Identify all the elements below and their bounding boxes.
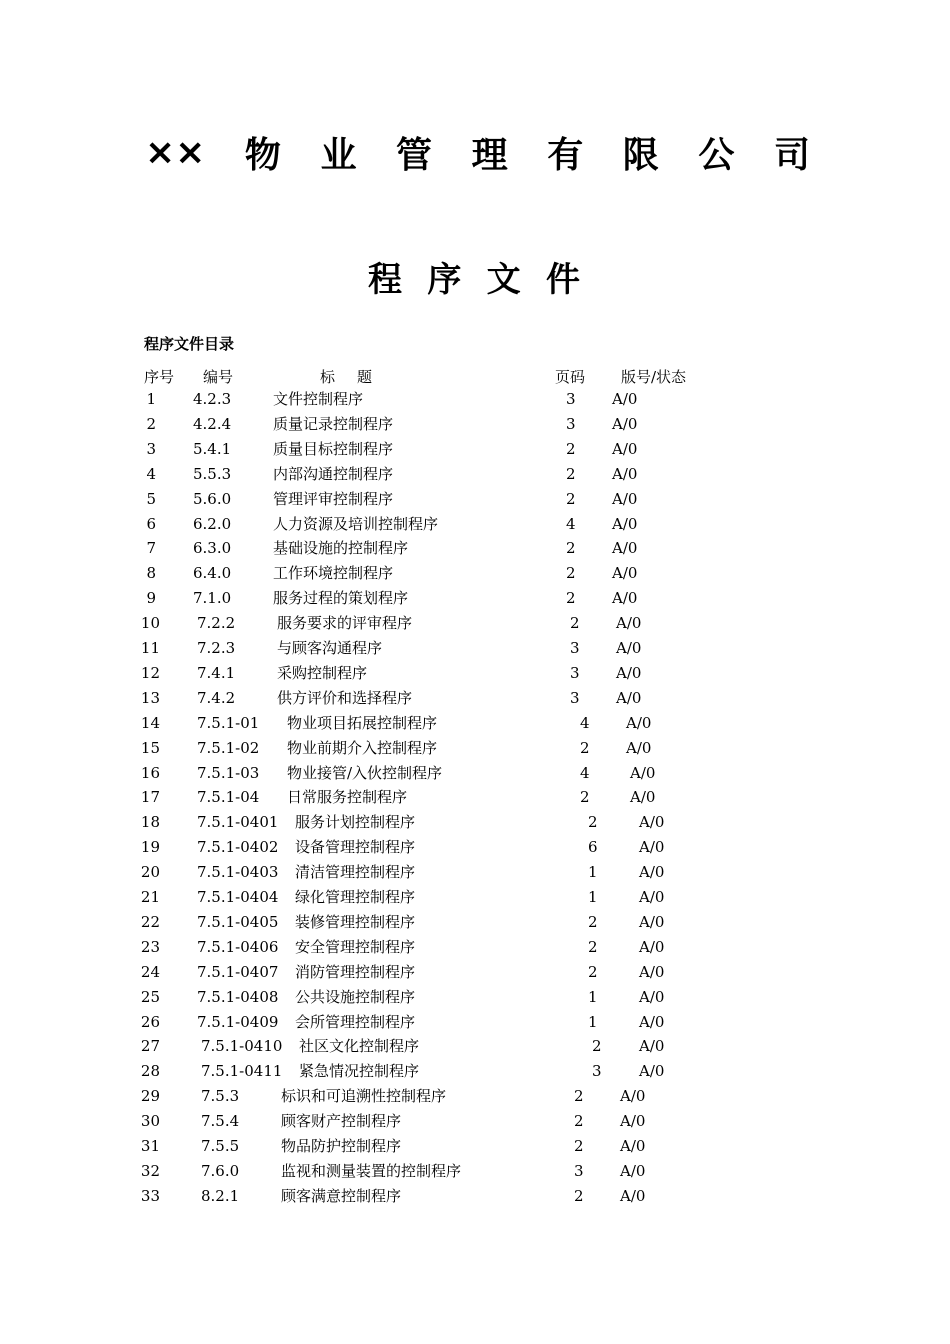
toc-seq: 32 (140, 1161, 160, 1180)
toc-row (0, 561, 950, 586)
toc-seq: 10 (140, 614, 160, 633)
toc-title: 装修管理控制程序 (295, 912, 416, 931)
toc-seq: 25 (140, 987, 160, 1006)
toc-pages: 3 (566, 390, 576, 408)
company-title-char: 限 (622, 134, 659, 176)
toc-code: 7.5.1-0406 (197, 937, 279, 956)
toc-row (0, 1034, 950, 1059)
company-title-char: ×× (145, 131, 206, 173)
toc-seq: 22 (140, 912, 160, 931)
toc-code: 7.5.3 (201, 1087, 240, 1106)
toc-row (0, 785, 950, 810)
toc-version: A/0 (639, 813, 665, 832)
toc-seq: 8 (146, 564, 156, 583)
toc-code: 7.5.1-03 (197, 763, 260, 782)
toc-code: 4.2.3 (193, 390, 232, 408)
toc-pages: 1 (588, 863, 598, 882)
toc-title: 工作环境控制程序 (273, 564, 394, 583)
toc-code: 7.1.0 (193, 589, 232, 608)
toc-version: A/0 (639, 1062, 665, 1081)
toc-version: A/0 (639, 863, 665, 882)
toc-code: 7.5.1-0407 (197, 962, 279, 981)
toc-pages: 2 (588, 813, 598, 832)
toc-version: A/0 (639, 937, 665, 956)
toc-code: 7.6.0 (201, 1161, 240, 1180)
toc-seq: 26 (140, 1012, 160, 1031)
toc-version: A/0 (639, 987, 665, 1006)
toc-row (0, 860, 950, 885)
toc-version: A/0 (612, 589, 638, 608)
toc-pages: 3 (566, 414, 576, 433)
toc-code: 7.2.2 (197, 614, 236, 633)
toc-seq: 29 (140, 1087, 160, 1106)
toc-version: A/0 (620, 1112, 646, 1131)
toc-pages: 3 (574, 1161, 584, 1180)
document-title-char: 件 (545, 259, 580, 300)
company-title-char: 有 (547, 134, 584, 176)
toc-version: A/0 (620, 1161, 646, 1180)
toc-row (0, 387, 950, 412)
toc-seq: 27 (140, 1037, 160, 1056)
toc-code: 7.5.1-04 (197, 788, 260, 807)
toc-title: 物业接管/入伙控制程序 (287, 763, 443, 782)
toc-seq: 14 (140, 713, 160, 732)
toc-pages: 2 (574, 1186, 584, 1205)
toc-seq: 7 (146, 539, 156, 558)
toc-row (0, 935, 950, 960)
toc-row (0, 835, 950, 860)
company-title-char: 司 (773, 134, 810, 176)
toc-code: 7.5.1-0404 (197, 888, 279, 906)
toc-version: A/0 (639, 962, 665, 981)
toc-pages: 2 (580, 788, 590, 807)
toc-code: 7.5.1-0410 (201, 1037, 283, 1056)
toc-row (0, 985, 950, 1010)
toc-row (0, 885, 950, 910)
toc-row (0, 1084, 950, 1109)
toc-version: A/0 (616, 614, 642, 633)
document-title-char: 文 (486, 259, 521, 300)
toc-pages: 2 (566, 589, 576, 608)
toc-row (0, 711, 950, 736)
toc-version: A/0 (616, 663, 642, 682)
toc-row (0, 412, 950, 437)
toc-seq: 19 (140, 838, 160, 857)
document-title-char: 程 (368, 259, 402, 300)
toc-pages: 4 (566, 514, 576, 533)
toc-pages: 3 (570, 688, 580, 707)
toc-version: A/0 (612, 439, 638, 458)
toc-version: A/0 (616, 639, 642, 657)
toc-code: 8.2.1 (201, 1186, 240, 1205)
toc-pages: 2 (588, 962, 598, 981)
toc-version: A/0 (639, 1012, 665, 1031)
toc-title: 管理评审控制程序 (273, 489, 394, 508)
toc-code: 7.5.1-0409 (197, 1012, 279, 1031)
toc-row (0, 512, 950, 537)
toc-seq: 1 (146, 390, 156, 408)
toc-seq: 5 (146, 489, 156, 508)
toc-code: 7.5.1-0411 (201, 1062, 283, 1081)
toc-version: A/0 (626, 713, 652, 732)
toc-pages: 4 (580, 713, 590, 732)
toc-pages: 1 (588, 987, 598, 1006)
toc-code: 7.4.1 (197, 663, 236, 682)
toc-code: 7.5.1-0401 (197, 813, 279, 832)
toc-seq: 9 (146, 589, 156, 608)
toc-pages: 2 (592, 1037, 602, 1056)
toc-title: 清洁管理控制程序 (295, 863, 416, 882)
toc-title: 服务要求的评审程序 (277, 614, 413, 633)
toc-seq: 28 (140, 1062, 160, 1081)
toc-row (0, 437, 950, 462)
column-header-version: 版号/状态 (621, 368, 687, 386)
toc-code: 7.2.3 (197, 639, 236, 657)
toc-seq: 20 (140, 863, 160, 882)
toc-version: A/0 (612, 539, 638, 558)
toc-seq: 17 (140, 788, 160, 807)
toc-row (0, 1159, 950, 1184)
toc-code: 6.2.0 (193, 514, 232, 533)
toc-seq: 24 (140, 962, 160, 981)
toc-title: 文件控制程序 (273, 390, 364, 408)
toc-title: 服务计划控制程序 (295, 813, 416, 832)
toc-version: A/0 (639, 888, 665, 906)
toc-title: 采购控制程序 (277, 663, 368, 682)
toc-heading: 程序文件目录 (144, 335, 235, 353)
toc-seq: 23 (140, 937, 160, 956)
toc-row (0, 1059, 950, 1084)
toc-code: 7.5.1-01 (197, 713, 260, 732)
toc-code: 7.5.1-0408 (197, 987, 279, 1006)
toc-code: 5.6.0 (193, 489, 232, 508)
document-title (368, 254, 580, 298)
toc-title: 内部沟通控制程序 (273, 464, 394, 483)
toc-pages: 2 (566, 439, 576, 458)
toc-title: 物品防护控制程序 (281, 1137, 402, 1155)
toc-title: 顾客财产控制程序 (281, 1112, 402, 1131)
toc-code: 5.5.3 (193, 464, 232, 483)
toc-pages: 4 (580, 763, 590, 782)
toc-code: 7.5.1-0403 (197, 863, 279, 882)
toc-title: 供方评价和选择程序 (277, 688, 413, 707)
toc-version: A/0 (612, 390, 638, 408)
toc-title: 人力资源及培训控制程序 (273, 514, 439, 533)
toc-row (0, 1184, 950, 1209)
toc-row (0, 736, 950, 761)
toc-seq: 15 (140, 738, 160, 757)
toc-pages: 2 (566, 489, 576, 508)
toc-row (0, 1134, 950, 1159)
toc-pages: 2 (570, 614, 580, 633)
toc-title: 物业项目拓展控制程序 (287, 713, 438, 732)
toc-seq: 31 (140, 1137, 160, 1155)
toc-seq: 16 (140, 763, 160, 782)
company-title-char: 业 (320, 134, 357, 176)
toc-pages: 2 (574, 1087, 584, 1106)
toc-version: A/0 (620, 1087, 646, 1106)
toc-title: 会所管理控制程序 (295, 1012, 416, 1031)
toc-seq: 18 (140, 813, 160, 832)
toc-version: A/0 (612, 414, 638, 433)
toc-title: 质量目标控制程序 (273, 439, 394, 458)
toc-code: 7.5.4 (201, 1112, 240, 1131)
toc-code: 7.5.1-02 (197, 738, 260, 757)
toc-row (0, 636, 950, 661)
toc-version: A/0 (626, 738, 652, 757)
toc-row (0, 761, 950, 786)
toc-pages: 2 (588, 912, 598, 931)
toc-code: 7.5.1-0402 (197, 838, 279, 857)
toc-seq: 30 (140, 1112, 160, 1131)
toc-title: 标识和可追溯性控制程序 (281, 1087, 447, 1106)
toc-title: 设备管理控制程序 (295, 838, 416, 857)
toc-version: A/0 (620, 1186, 646, 1205)
toc-pages: 2 (574, 1112, 584, 1131)
toc-version: A/0 (630, 788, 656, 807)
toc-row (0, 487, 950, 512)
toc-row (0, 536, 950, 561)
toc-seq: 13 (140, 688, 160, 707)
toc-title: 与顾客沟通程序 (277, 639, 383, 657)
company-title (145, 128, 810, 176)
toc-title: 社区文化控制程序 (299, 1037, 420, 1056)
toc-title: 公共设施控制程序 (295, 987, 416, 1006)
toc-version: A/0 (612, 564, 638, 583)
toc-title: 绿化管理控制程序 (295, 888, 416, 906)
toc-pages: 3 (570, 663, 580, 682)
toc-pages: 2 (566, 539, 576, 558)
toc-seq: 12 (140, 663, 160, 682)
document-title-char: 序 (427, 259, 462, 300)
toc-seq: 6 (146, 514, 156, 533)
toc-title: 日常服务控制程序 (287, 788, 408, 807)
toc-seq: 2 (146, 414, 156, 433)
toc-seq: 21 (140, 888, 160, 906)
toc-pages: 2 (566, 464, 576, 483)
toc-pages: 1 (588, 1012, 598, 1031)
toc-row (0, 960, 950, 985)
toc-pages: 6 (588, 838, 598, 857)
toc-code: 7.5.1-0405 (197, 912, 279, 931)
toc-seq: 33 (140, 1186, 160, 1205)
toc-seq: 3 (146, 439, 156, 458)
toc-code: 7.4.2 (197, 688, 236, 707)
toc-version: A/0 (612, 464, 638, 483)
column-header-seq: 序号 (144, 368, 175, 386)
toc-code: 7.5.5 (201, 1137, 240, 1155)
toc-pages: 3 (592, 1062, 602, 1081)
column-header-code: 编号 (203, 368, 234, 386)
toc-title: 物业前期介入控制程序 (287, 738, 438, 757)
toc-pages: 2 (588, 937, 598, 956)
toc-row (0, 586, 950, 611)
toc-seq: 11 (140, 639, 160, 657)
toc-code: 4.2.4 (193, 414, 232, 433)
column-header-page: 页码 (555, 368, 586, 386)
toc-title: 安全管理控制程序 (295, 937, 416, 956)
toc-code: 6.4.0 (193, 564, 232, 583)
toc-version: A/0 (620, 1137, 646, 1155)
toc-version: A/0 (639, 838, 665, 857)
company-title-char: 理 (471, 134, 508, 176)
toc-row (0, 661, 950, 686)
toc-version: A/0 (639, 1037, 665, 1056)
toc-row (0, 686, 950, 711)
toc-row (0, 1109, 950, 1134)
toc-pages: 1 (588, 888, 598, 906)
toc-pages: 2 (580, 738, 590, 757)
toc-row (0, 810, 950, 835)
column-header-title: 标题 (320, 368, 395, 386)
toc-title: 紧急情况控制程序 (299, 1062, 420, 1081)
toc-title: 基础设施的控制程序 (273, 539, 409, 558)
toc-code: 6.3.0 (193, 539, 232, 558)
toc-version: A/0 (639, 912, 665, 931)
company-title-char: 物 (244, 134, 281, 176)
toc-pages: 2 (566, 564, 576, 583)
toc-title: 监视和测量装置的控制程序 (281, 1161, 462, 1180)
toc-title: 质量记录控制程序 (273, 414, 394, 433)
toc-version: A/0 (612, 514, 638, 533)
company-title-char: 管 (396, 134, 433, 176)
toc-row (0, 611, 950, 636)
toc-title: 服务过程的策划程序 (273, 589, 409, 608)
toc-pages: 2 (574, 1137, 584, 1155)
toc-code: 5.4.1 (193, 439, 232, 458)
toc-seq: 4 (146, 464, 156, 483)
toc-title: 消防管理控制程序 (295, 962, 416, 981)
toc-row (0, 910, 950, 935)
toc-row (0, 1010, 950, 1035)
toc-title: 顾客满意控制程序 (281, 1186, 402, 1205)
toc-pages: 3 (570, 639, 580, 657)
company-title-char: 公 (698, 134, 735, 176)
toc-version: A/0 (630, 763, 656, 782)
toc-row (0, 462, 950, 487)
toc-version: A/0 (616, 688, 642, 707)
toc-version: A/0 (612, 489, 638, 508)
